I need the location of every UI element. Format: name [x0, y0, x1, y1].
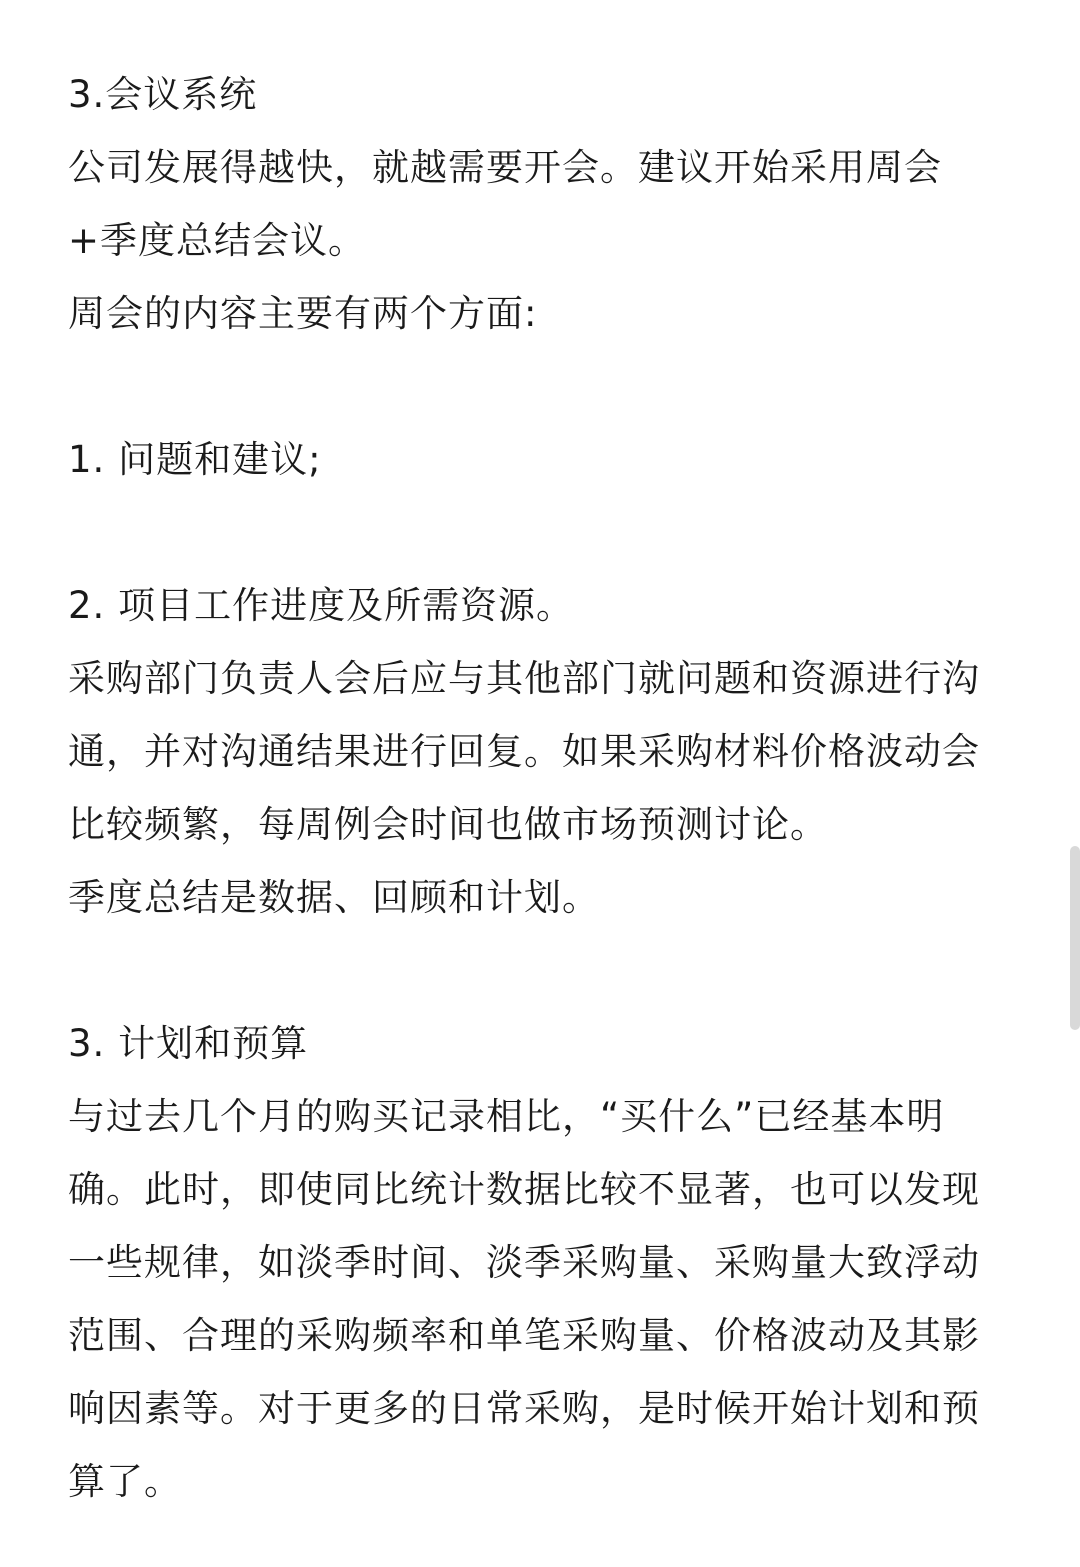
list-item-progress: 2. 项目工作进度及所需资源。: [68, 584, 575, 627]
paragraph-line: 算了。: [68, 1460, 182, 1503]
article-body: [68, 58, 1018, 1518]
blank-line: [68, 350, 1018, 423]
list-item-questions: 1. 问题和建议;: [68, 438, 322, 481]
quarterly-summary: 季度总结是数据、回顾和计划。: [68, 876, 600, 919]
blank-line: [68, 934, 1018, 1007]
section-heading-plan-budget: 3. 计划和预算: [68, 1022, 309, 1065]
paragraph-line: +季度总结会议。: [68, 219, 367, 262]
scrollbar-thumb[interactable]: [1070, 846, 1080, 1030]
paragraph-line: 与过去几个月的购买记录相比，“买什么”已经基本明: [68, 1095, 945, 1138]
paragraph-line: 公司发展得越快，就越需要开会。建议开始采用周会: [68, 146, 942, 189]
blank-line: [68, 496, 1018, 569]
paragraph-line: 通，并对沟通结果进行回复。如果采购材料价格波动会: [68, 730, 980, 773]
paragraph-line: 响因素等。对于更多的日常采购，是时候开始计划和预: [68, 1387, 980, 1430]
paragraph-line: 采购部门负责人会后应与其他部门就问题和资源进行沟: [68, 657, 980, 700]
weekly-meeting-intro: 周会的内容主要有两个方面:: [68, 292, 538, 335]
paragraph-line: 比较频繁，每周例会时间也做市场预测讨论。: [68, 803, 828, 846]
paragraph-line: 确。此时，即使同比统计数据比较不显著，也可以发现: [68, 1168, 980, 1211]
paragraph-line: 一些规律，如淡季时间、淡季采购量、采购量大致浮动: [68, 1241, 980, 1284]
section-heading-meeting-system: 3.会议系统: [68, 73, 258, 116]
paragraph-line: 范围、合理的采购频率和单笔采购量、价格波动及其影: [68, 1314, 980, 1357]
